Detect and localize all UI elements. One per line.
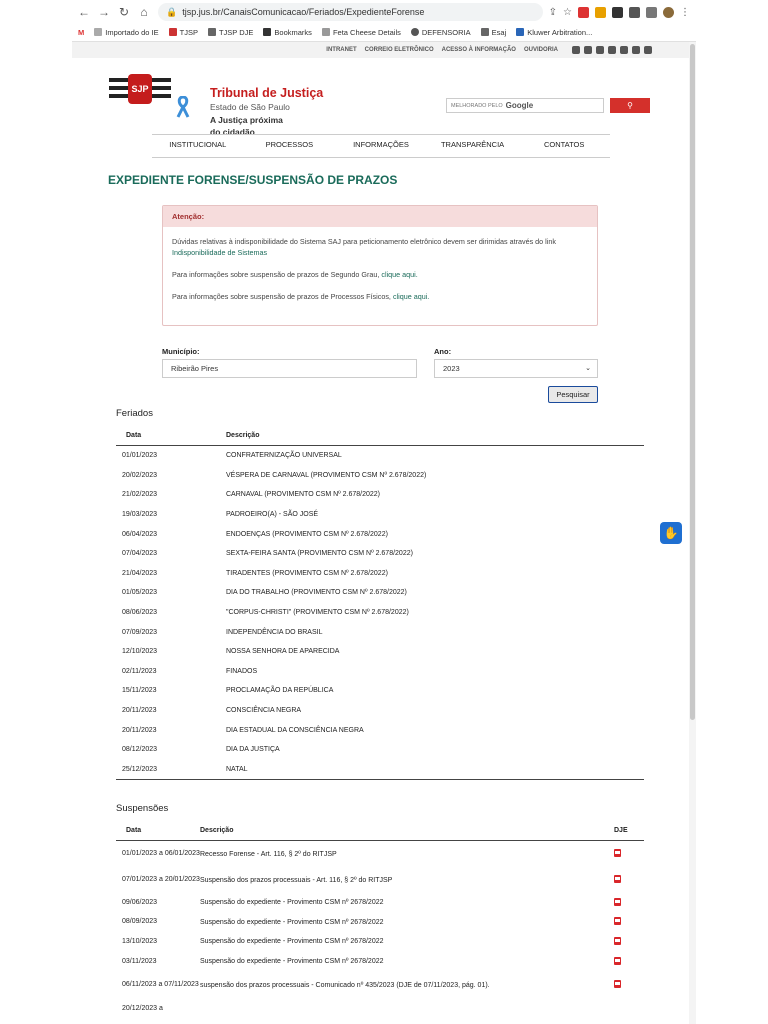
- row-date: 01/01/2023 a 06/01/2023: [122, 850, 200, 857]
- linkedin-icon[interactable]: [644, 46, 652, 54]
- flickr-icon[interactable]: [608, 46, 616, 54]
- alert-title: Atenção:: [163, 206, 597, 227]
- row-date: 13/10/2023: [122, 937, 158, 945]
- municipio-label: Município:: [162, 347, 200, 356]
- bookmark-item[interactable]: Bookmarks: [263, 28, 312, 37]
- row-date: 06/11/2023 a 07/11/2023: [122, 981, 199, 989]
- row-date: 09/06/2023: [122, 898, 158, 906]
- row-date: 21/02/2023: [122, 491, 158, 499]
- table-row: [116, 583, 644, 603]
- x-icon[interactable]: [572, 46, 580, 54]
- intranet-link[interactable]: INTRANET: [326, 47, 357, 53]
- pdf-icon[interactable]: [614, 875, 621, 883]
- feriados-heading: Feriados: [116, 408, 153, 419]
- table-row: [116, 952, 644, 972]
- nav-contatos[interactable]: CONTATOS: [543, 140, 585, 149]
- podcast-icon[interactable]: [620, 46, 628, 54]
- bookmark-item[interactable]: Feta Cheese Details: [322, 28, 401, 37]
- row-description: DIA ESTADUAL DA CONSCIÊNCIA NEGRA: [226, 726, 364, 734]
- table-row: [116, 913, 644, 933]
- search-submit-button[interactable]: Pesquisar: [548, 386, 598, 403]
- pdf-icon[interactable]: [614, 849, 621, 857]
- row-description: ENDOENÇAS (PROVIMENTO CSM Nº 2.678/2022): [226, 530, 388, 538]
- brand-tagline: A Justiça próxima do cidadão: [210, 115, 283, 137]
- table-row: [116, 999, 644, 1019]
- municipio-field[interactable]: Ribeirão Pires: [162, 359, 417, 378]
- pdf-icon[interactable]: [614, 980, 621, 988]
- feriados-rows: [116, 446, 644, 780]
- page-title: EXPEDIENTE FORENSE/SUSPENSÃO DE PRAZOS: [108, 173, 398, 187]
- bookmark-item[interactable]: Kluwer Arbitration...: [516, 28, 592, 37]
- row-date: 08/06/2023: [122, 609, 158, 617]
- row-description: DIA DA JUSTIÇA: [226, 746, 280, 754]
- table-row: [116, 544, 644, 564]
- row-description: SEXTA-FEIRA SANTA (PROVIMENTO CSM Nº 2.678/2022): [226, 550, 413, 558]
- home-icon[interactable]: ⌂: [140, 5, 148, 19]
- bookmark-item[interactable]: TJSP: [169, 28, 198, 37]
- col-data: Data: [126, 432, 142, 439]
- bookmark-item[interactable]: TJSP DJE: [208, 28, 253, 37]
- row-date: 06/04/2023: [122, 530, 158, 538]
- instagram-icon[interactable]: [632, 46, 640, 54]
- extension-icon[interactable]: [646, 7, 657, 18]
- row-description: PROCLAMAÇÃO DA REPÚBLICA: [226, 687, 334, 695]
- table-row: [116, 867, 644, 893]
- table-row: [116, 662, 644, 682]
- bookmarks-bar: [72, 24, 696, 40]
- ano-label: Ano:: [434, 347, 452, 356]
- row-description: Recesso Forense - Art. 116, § 2º do RITJSP: [200, 850, 337, 858]
- row-date: 08/09/2023: [122, 918, 158, 926]
- extension-icon[interactable]: [629, 7, 640, 18]
- table-row: [116, 466, 644, 486]
- bookmark-item[interactable]: Esaj: [481, 28, 507, 37]
- table-row: [116, 701, 644, 721]
- row-description: CONSCIÊNCIA NEGRA: [226, 707, 302, 715]
- star-icon[interactable]: ☆: [563, 6, 572, 18]
- row-description: NATAL: [226, 765, 248, 773]
- web-page: [72, 42, 696, 1024]
- row-date: 07/09/2023: [122, 628, 158, 636]
- suspensoes-table: [116, 821, 644, 1019]
- table-row: [116, 524, 644, 544]
- pdf-icon[interactable]: [614, 917, 621, 925]
- row-date: 20/11/2023: [122, 707, 157, 715]
- table-header: [116, 821, 644, 841]
- table-row: [116, 971, 644, 999]
- row-description: Suspensão do expediente - Provimento CSM nº 2678/2022: [200, 958, 384, 966]
- ribbon-icon: [176, 96, 190, 118]
- brand-block: [210, 86, 323, 138]
- table-row: [116, 932, 644, 952]
- social-links: [572, 46, 652, 54]
- email-link[interactable]: CORREIO ELETRÔNICO: [364, 47, 434, 53]
- extension-icon[interactable]: [578, 7, 589, 18]
- reload-icon[interactable]: ↻: [118, 5, 130, 19]
- nav-institucional[interactable]: INSTITUCIONAL: [169, 140, 227, 149]
- row-description: NOSSA SENHORA DE APARECIDA: [226, 648, 340, 656]
- page-scrollbar[interactable]: [689, 42, 696, 1024]
- search-input[interactable]: MELHORADO PELO Google: [446, 98, 604, 113]
- row-date: 01/01/2023: [122, 452, 158, 460]
- table-row: [116, 446, 644, 466]
- row-description: TIRADENTES (PROVIMENTO CSM Nº 2.678/2022): [226, 569, 388, 577]
- col-descricao: Descrição: [226, 432, 260, 439]
- profile-avatar-icon[interactable]: [663, 7, 674, 18]
- row-description: PADROEIRO(A) - SÃO JOSÉ: [226, 511, 319, 519]
- utility-links: [72, 42, 696, 58]
- table-row: [116, 720, 644, 740]
- gmail-icon[interactable]: M: [78, 27, 85, 37]
- bookmark-item[interactable]: DEFENSORIA: [411, 28, 471, 37]
- row-description: FINADOS: [226, 667, 258, 675]
- feriados-table: [116, 426, 644, 780]
- pdf-icon[interactable]: [614, 937, 621, 945]
- search-button[interactable]: [610, 98, 650, 113]
- row-date: 08/12/2023: [122, 746, 158, 754]
- suspensoes-rows: [116, 841, 644, 1019]
- ano-select[interactable]: 2023 ⌄: [434, 359, 598, 378]
- logo-seal: SJP: [128, 74, 152, 104]
- youtube-icon[interactable]: [596, 46, 604, 54]
- accessibility-icon[interactable]: ✋: [660, 522, 682, 544]
- bookmark-item[interactable]: Importado do IE: [94, 28, 158, 37]
- site-header: [72, 58, 696, 137]
- scrollbar-thumb[interactable]: [690, 44, 695, 720]
- indisponibilidade-link[interactable]: Indisponibilidade de Sistemas: [172, 248, 268, 257]
- col-dje: DJE: [614, 827, 628, 834]
- ombudsman-link[interactable]: OUVIDORIA: [523, 47, 558, 53]
- table-row: [116, 760, 644, 780]
- row-description: CARNAVAL (PROVIMENTO CSM Nº 2.678/2022): [226, 491, 381, 499]
- chevron-down-icon: ⌄: [585, 365, 591, 372]
- url-text: tjsp.jus.br/CanaisComunicacao/Feriados/ExpedienteForense: [182, 7, 425, 17]
- row-date: 12/10/2023: [122, 648, 158, 656]
- row-date: 20/11/2023: [122, 726, 157, 734]
- row-date: 21/04/2023: [122, 569, 158, 577]
- menu-kebab-icon[interactable]: ⋮: [680, 6, 690, 18]
- row-description: INDEPENDÊNCIA DO BRASIL: [226, 628, 323, 636]
- row-description: Suspensão dos prazos processuais - Art. 116, § 2º do RITJSP: [200, 876, 393, 884]
- alert-body: Dúvidas relativas à indisponibilidade do Sistema SAJ para peticionamento eletrônico devem ser dirimidas através do link Indisponibilidade de Sistemas Para informações sobre suspensão de prazos de Segundo Grau, clique aqui. Para informações sobre suspensão de prazos de Processos Físicos, clique aqui.: [172, 237, 556, 301]
- row-description: Suspensão do expediente - Provimento CSM nº 2678/2022: [200, 938, 384, 946]
- table-row: [116, 505, 644, 525]
- row-date: 20/02/2023: [122, 471, 158, 479]
- forward-icon[interactable]: →: [98, 5, 110, 19]
- extension-icon[interactable]: [595, 7, 606, 18]
- table-row: [116, 485, 644, 505]
- table-row: [116, 893, 644, 913]
- row-date: 03/11/2023: [122, 957, 157, 965]
- table-row: [116, 622, 644, 642]
- row-description: "CORPUS-CHRISTI" (PROVIMENTO CSM Nº 2.678/2022): [226, 609, 409, 617]
- browser-chrome: [72, 0, 696, 42]
- row-description: Suspensão do expediente - Provimento CSM nº 2678/2022: [200, 899, 384, 907]
- row-date: 15/11/2023: [122, 687, 157, 695]
- table-row: [116, 564, 644, 584]
- table-row: [116, 740, 644, 760]
- row-description: Suspensão do expediente - Provimento CSM nº 2678/2022: [200, 918, 384, 926]
- table-row: [116, 681, 644, 701]
- table-row: [116, 841, 644, 867]
- brand-subtitle: Estado de São Paulo: [210, 102, 290, 112]
- site-search: [446, 98, 650, 113]
- table-header: [116, 426, 644, 446]
- processos-fisicos-link[interactable]: clique aqui.: [392, 292, 430, 301]
- address-bar[interactable]: [158, 3, 543, 21]
- col-descricao: Descrição: [200, 827, 234, 834]
- browser-nav-row: [72, 0, 696, 24]
- nav-transparencia[interactable]: TRANSPARÊNCIA: [440, 140, 505, 149]
- browser-actions: [549, 7, 690, 18]
- row-date: 07/04/2023: [122, 550, 158, 558]
- brand-title: Tribunal de Justiça: [210, 86, 324, 100]
- row-description: DIA DO TRABALHO (PROVIMENTO CSM Nº 2.678/2022): [226, 589, 407, 597]
- segundo-grau-link[interactable]: clique aqui.: [381, 270, 418, 279]
- row-date: 02/11/2023: [122, 667, 157, 675]
- nav-informacoes[interactable]: INFORMAÇÕES: [353, 140, 409, 149]
- row-date: 19/03/2023: [122, 511, 158, 519]
- row-description: suspensão dos prazos processuais - Comunicado nº 435/2023 (DJE de 07/11/2023, pág. 01).: [200, 981, 490, 989]
- share-icon[interactable]: ⇪: [548, 6, 558, 18]
- back-icon[interactable]: ←: [78, 5, 90, 19]
- tjsp-logo[interactable]: [109, 72, 171, 110]
- extension-icon[interactable]: [612, 7, 623, 18]
- facebook-icon[interactable]: [584, 46, 592, 54]
- row-description: CONFRATERNIZAÇÃO UNIVERSAL: [226, 452, 342, 460]
- attention-alert: [162, 205, 598, 326]
- row-date: 01/05/2023: [122, 589, 158, 597]
- search-icon: ⚲: [627, 101, 633, 110]
- main-navigation: [152, 134, 610, 158]
- info-access-link[interactable]: ACESSO À INFORMAÇÃO: [441, 47, 516, 53]
- table-row: [116, 603, 644, 623]
- nav-processos[interactable]: PROCESSOS: [265, 140, 314, 149]
- lock-icon: 🔒: [166, 6, 178, 17]
- suspensoes-heading: Suspensões: [116, 803, 169, 814]
- pdf-icon[interactable]: [614, 957, 621, 965]
- row-date: 07/01/2023 a 20/01/2023: [122, 876, 200, 883]
- table-row: [116, 642, 644, 662]
- row-date: 20/12/2023 a: [122, 1005, 163, 1013]
- row-description: VÉSPERA DE CARNAVAL (PROVIMENTO CSM Nº 2.678/2022): [226, 471, 427, 479]
- pdf-icon[interactable]: [614, 898, 621, 906]
- row-date: 25/12/2023: [122, 765, 158, 773]
- col-data: Data: [126, 827, 142, 834]
